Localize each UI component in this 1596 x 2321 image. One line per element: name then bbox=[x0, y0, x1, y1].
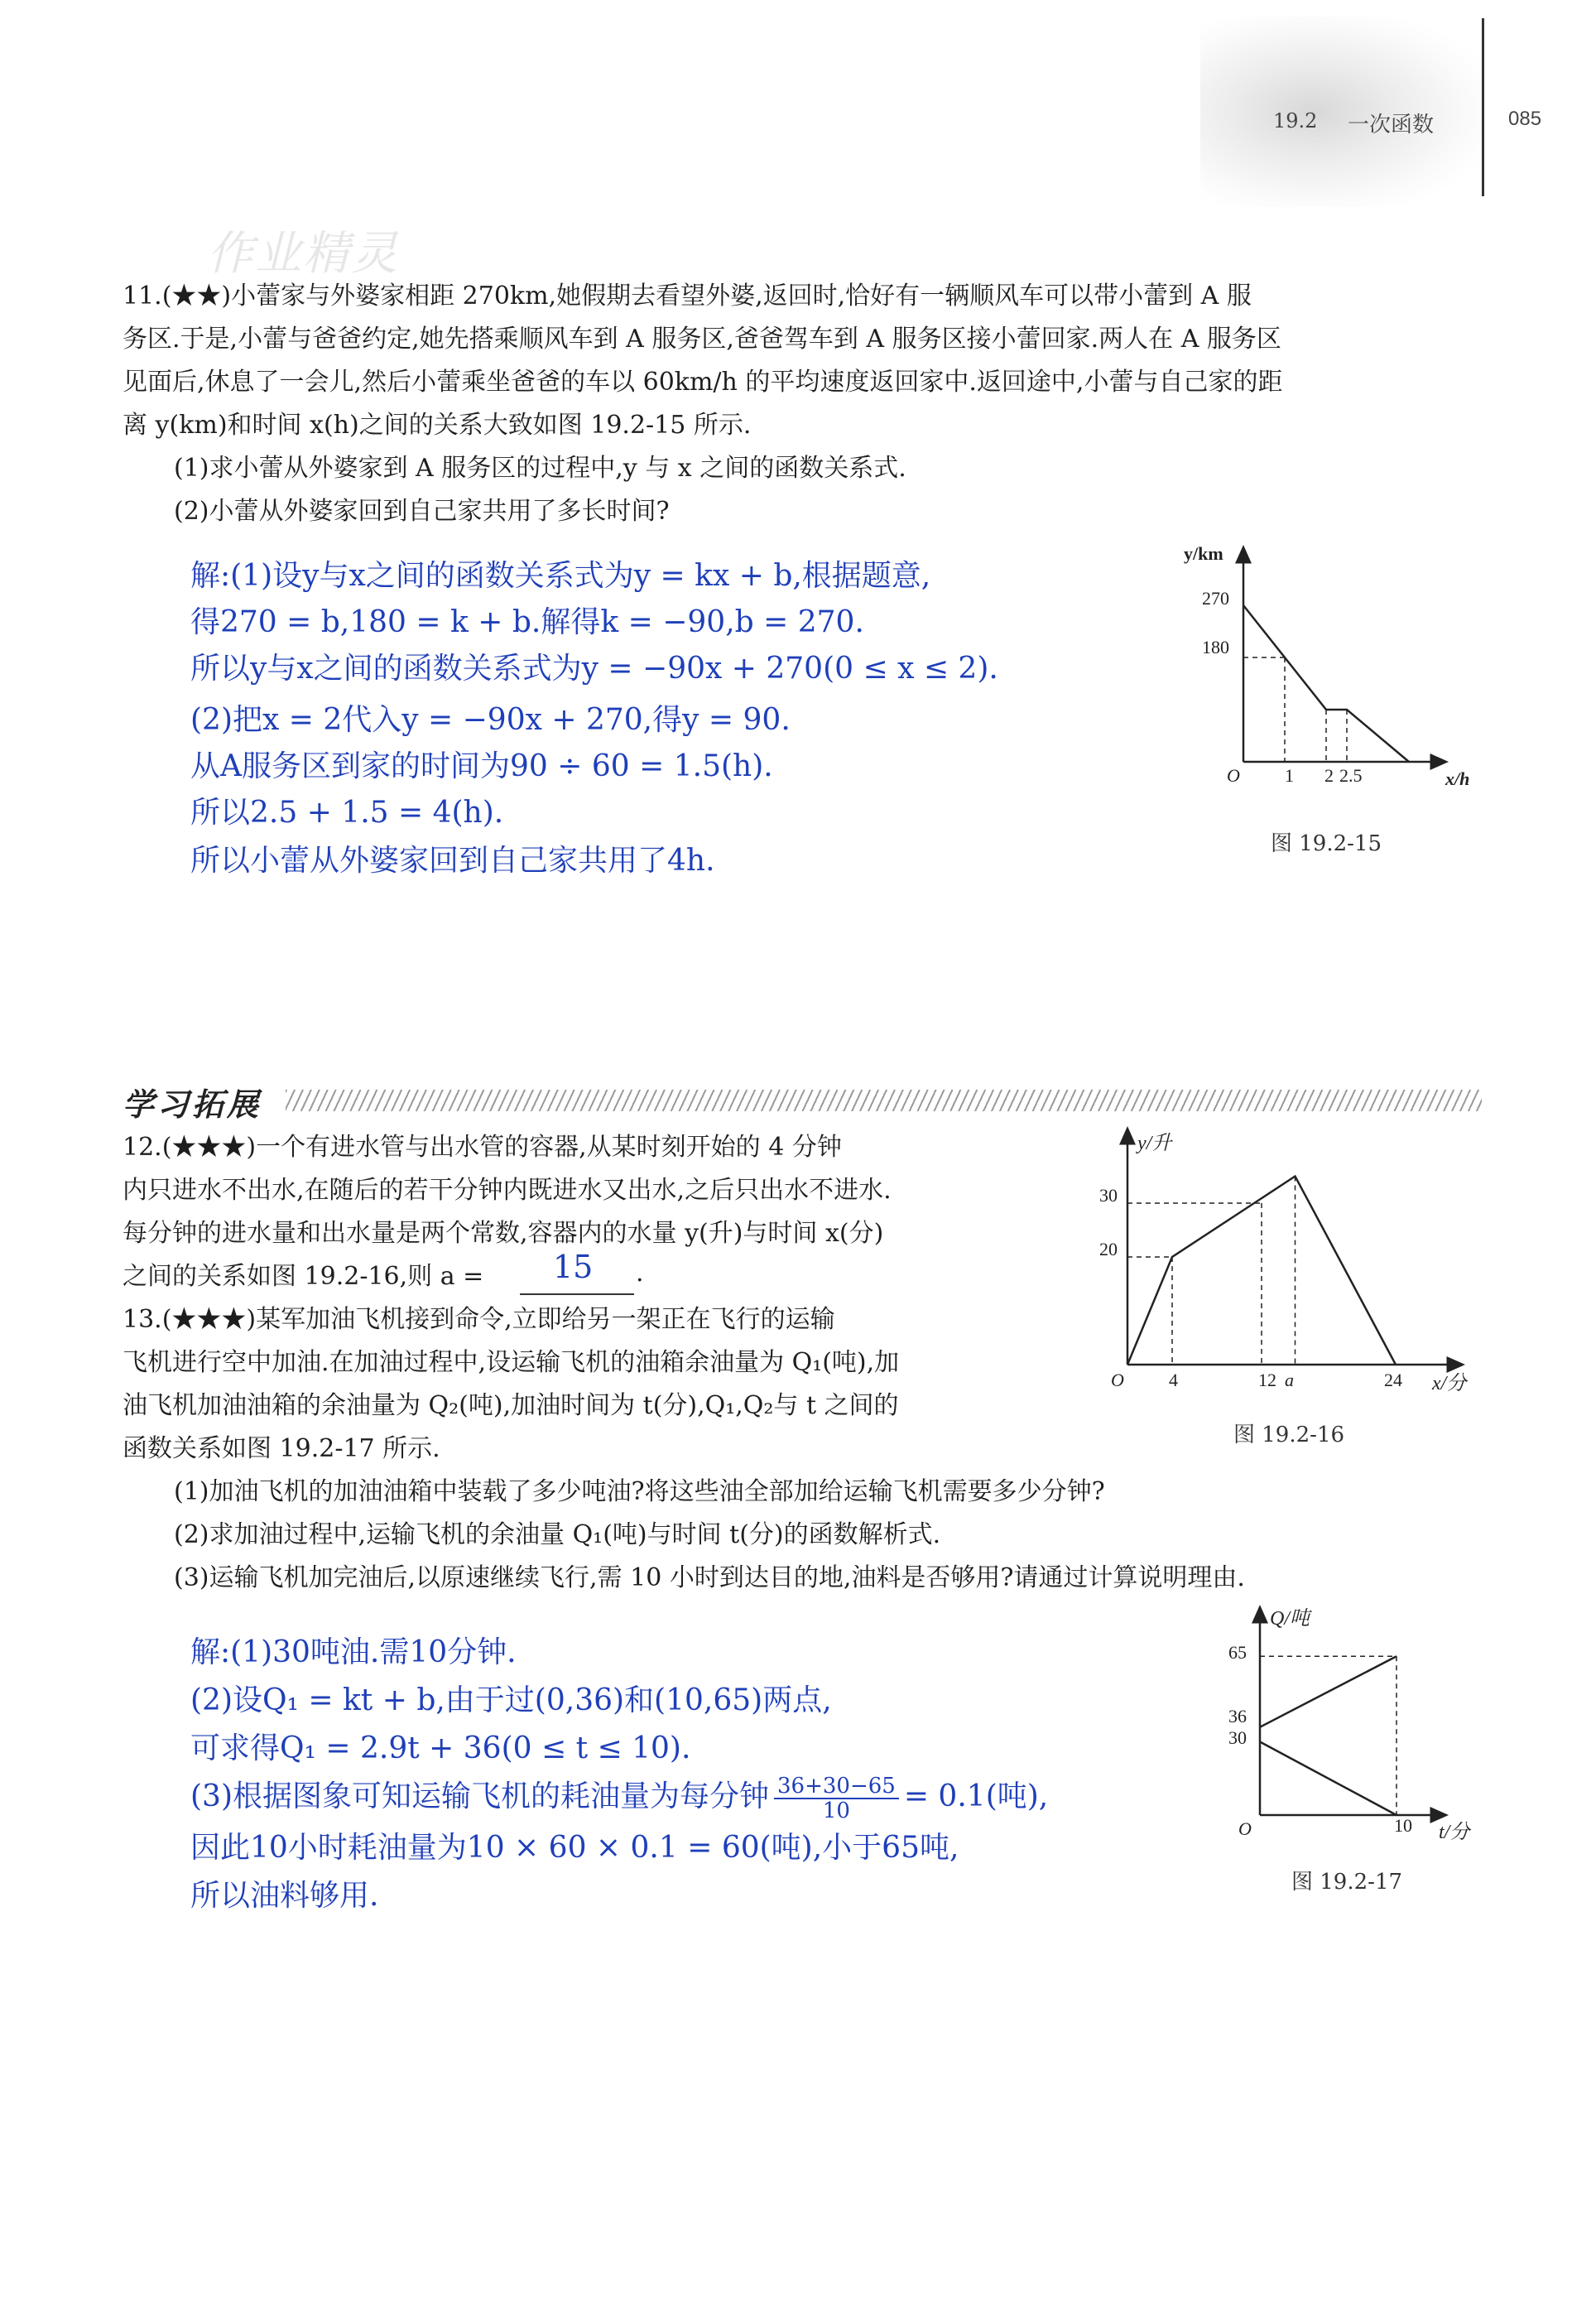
fig15-origin: O bbox=[1227, 765, 1240, 786]
problem11-line4: 离 y(km)和时间 x(h)之间的关系大致如图 19.2-15 所示. bbox=[123, 411, 752, 440]
fig17-xlabel: t/分 bbox=[1439, 1822, 1470, 1843]
problem11-answer-line3: 所以y与x之间的函数关系式为y = −90x + 270(0 ≤ x ≤ 2). bbox=[190, 652, 998, 686]
problem13-answer-line1: 解:(1)30吨油.需10分钟. bbox=[190, 1635, 517, 1669]
problem11-sub2: (2)小蕾从外婆家回到自己家共用了多长时间? bbox=[174, 497, 670, 526]
problem13-answer-line4-text: (3)根据图象可知运输飞机的耗油量为每分钟 bbox=[190, 1779, 769, 1813]
fig15-ytick-270: 270 bbox=[1202, 588, 1229, 609]
fig15-xlabel: x/h bbox=[1445, 768, 1470, 789]
problem12-line1: 12.(★★★)一个有进水管与出水管的容器,从某时刻开始的 4 分钟 bbox=[123, 1133, 842, 1162]
problem12-line2: 内只进水不出水,在随后的若干分钟内既进水又出水,之后只出水不进水. bbox=[123, 1176, 892, 1205]
problem11-answer-line1: 解:(1)设y与x之间的函数关系式为y = kx + b,根据题意, bbox=[190, 559, 931, 593]
problem13-line2: 飞机进行空中加油.在加油过程中,设运输飞机的油箱余油量为 Q₁(吨),加 bbox=[123, 1348, 900, 1377]
problem11-answer-line2: 得270 = b,180 = k + b.解得k = −90,b = 270. bbox=[190, 605, 864, 639]
problem12-answer-value: 15 bbox=[553, 1249, 594, 1285]
problem13-line1: 13.(★★★)某军加油飞机接到命令,立即给另一架正在飞行的运输 bbox=[123, 1305, 835, 1334]
problem12-line4: 之间的关系如图 19.2-16,则 a = bbox=[123, 1262, 484, 1291]
fig16-xtick-24: 24 bbox=[1384, 1370, 1402, 1390]
fig15-xtick-2-5: 2.5 bbox=[1339, 765, 1363, 786]
fig17-ylabel: Q/吨 bbox=[1270, 1608, 1310, 1630]
problem13-sub1: (1)加油飞机的加油油箱中装载了多少吨油?将这些油全部加给运输飞机需要多少分钟? bbox=[174, 1477, 1105, 1506]
section-title: 学习拓展 bbox=[123, 1086, 262, 1123]
fig16-xlabel: x/分 bbox=[1432, 1373, 1467, 1394]
figure-19-2-15-caption: 图 19.2-15 bbox=[1271, 831, 1382, 856]
figure-19-2-16-caption: 图 19.2-16 bbox=[1233, 1423, 1345, 1447]
fig16-ytick-20: 20 bbox=[1099, 1239, 1118, 1259]
problem13-answer-line4-end: = 0.1(吨), bbox=[903, 1779, 1049, 1813]
fig17-xtick-10: 10 bbox=[1394, 1815, 1412, 1836]
header-decoration bbox=[1200, 17, 1482, 207]
fig17-origin: O bbox=[1238, 1818, 1252, 1839]
fig17-ytick-36: 36 bbox=[1228, 1706, 1247, 1726]
problem12-end-punct: . bbox=[636, 1259, 644, 1288]
figure-19-2-17-caption: 图 19.2-17 bbox=[1291, 1870, 1403, 1895]
problem13-answer-line5: 因此10小时耗油量为10 × 60 × 0.1 = 60(吨),小于65吨, bbox=[190, 1831, 959, 1865]
header-divider bbox=[1482, 18, 1484, 196]
problem11-line2: 务区.于是,小蕾与爸爸约定,她先搭乘顺风车到 A 服务区,爸爸驾车到 A 服务区接小蕾回家.两人在 A 服务区 bbox=[123, 325, 1281, 354]
problem11-answer-line5: 从A服务区到家的时间为90 ÷ 60 = 1.5(h). bbox=[190, 749, 773, 783]
page-number: 085 bbox=[1508, 108, 1542, 130]
fig16-ytick-30: 30 bbox=[1099, 1185, 1118, 1206]
fig17-series-Q1 bbox=[1260, 1656, 1396, 1727]
problem13-answer-line2: (2)设Q₁ = kt + b,由于过(0,36)和(10,65)两点, bbox=[190, 1683, 832, 1717]
section-hatch bbox=[286, 1090, 1482, 1111]
problem13-answer-line3: 可求得Q₁ = 2.9t + 36(0 ≤ t ≤ 10). bbox=[190, 1731, 691, 1765]
figure-19-2-17 bbox=[1192, 1598, 1523, 1847]
header-section-number: 19.2 bbox=[1273, 109, 1318, 132]
problem11-line3: 见面后,休息了一会儿,然后小蕾乘坐爸爸的车以 60km/h 的平均速度返回家中.返回途中,小蕾与自己家的距 bbox=[123, 368, 1283, 397]
fig17-ytick-30: 30 bbox=[1228, 1727, 1247, 1748]
fig15-ytick-180: 180 bbox=[1202, 637, 1229, 657]
fig15-xtick-2: 2 bbox=[1324, 765, 1334, 786]
fig16-origin: O bbox=[1111, 1370, 1124, 1390]
problem11-line1: 11.(★★)小蕾家与外婆家相距 270km,她假期去看望外婆,返回时,恰好有一辆顺风车可以带小蕾到 A 服 bbox=[123, 282, 1252, 311]
fig16-xtick-4: 4 bbox=[1169, 1370, 1178, 1390]
problem13-answer-line4 bbox=[190, 1774, 1048, 1823]
problem11-answer-line7: 所以小蕾从外婆家回到自己家共用了4h. bbox=[190, 844, 715, 878]
problem13-line4: 函数关系如图 19.2-17 所示. bbox=[123, 1434, 440, 1463]
figure-19-2-15 bbox=[1167, 538, 1498, 795]
problem12-line3: 每分钟的进水量和出水量是两个常数,容器内的水量 y(升)与时间 x(分) bbox=[123, 1219, 884, 1248]
fig16-xtick-a: a bbox=[1285, 1370, 1294, 1390]
fig15-ylabel: y/km bbox=[1184, 543, 1223, 564]
fig16-xtick-12: 12 bbox=[1258, 1370, 1276, 1390]
watermark: 作业精灵 bbox=[207, 227, 399, 281]
fraction-numerator: 36+30−65 bbox=[774, 1774, 899, 1799]
problem11-answer-line4: (2)把x = 2代入y = −90x + 270,得y = 90. bbox=[190, 703, 791, 737]
fig17-ytick-65: 65 bbox=[1228, 1642, 1247, 1663]
problem13-answer-line6: 所以油料够用. bbox=[190, 1879, 379, 1913]
header-section-title: 一次函数 bbox=[1348, 113, 1435, 137]
problem11-sub1: (1)求小蕾从外婆家到 A 服务区的过程中,y 与 x 之间的函数关系式. bbox=[174, 454, 906, 483]
problem13-answer-fraction bbox=[774, 1774, 899, 1823]
problem13-line3: 油飞机加油油箱的余油量为 Q₂(吨),加油时间为 t(分),Q₁,Q₂与 t 之间的 bbox=[123, 1391, 899, 1420]
problem11-answer-line6: 所以2.5 + 1.5 = 4(h). bbox=[190, 796, 504, 830]
fig16-ylabel: y/升 bbox=[1137, 1133, 1172, 1154]
fraction-denominator: 10 bbox=[822, 1799, 850, 1823]
problem13-sub3: (3)运输飞机加完油后,以原速继续飞行,需 10 小时到达目的地,油料是否够用?请通过计算说明理由. bbox=[174, 1563, 1245, 1592]
fig15-xtick-1: 1 bbox=[1285, 765, 1294, 786]
fig17-series-Q2 bbox=[1260, 1742, 1396, 1816]
problem13-sub2: (2)求加油过程中,运输飞机的余油量 Q₁(吨)与时间 t(分)的函数解析式. bbox=[174, 1520, 941, 1549]
